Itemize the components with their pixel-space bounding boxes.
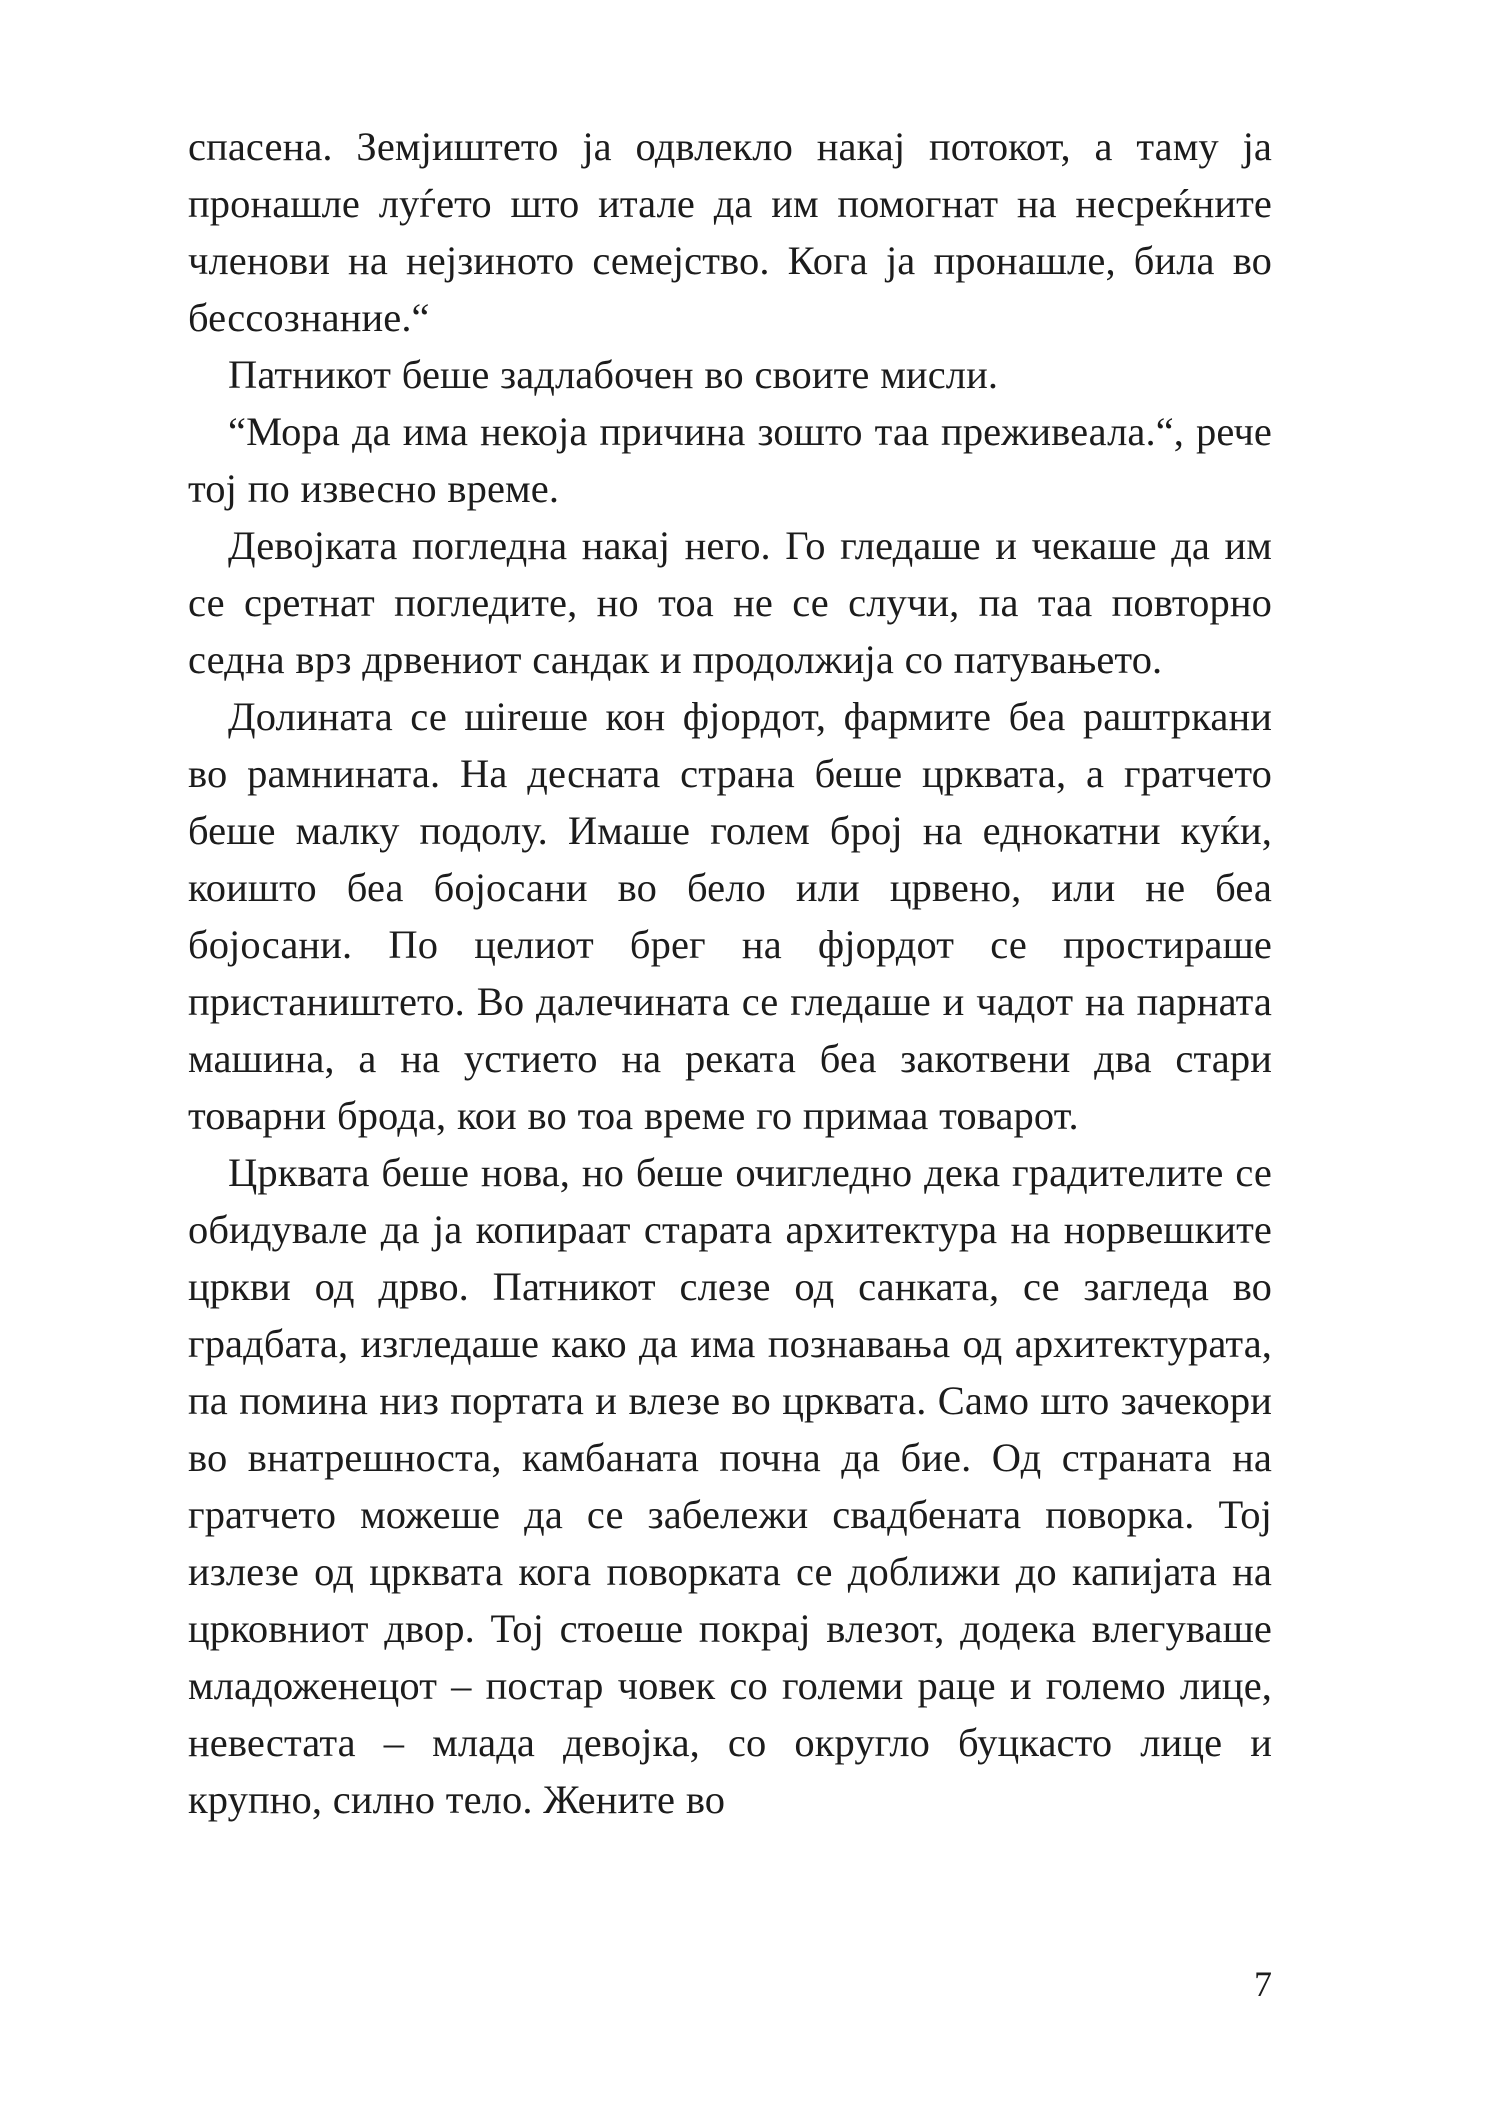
page-text-block [188, 118, 1272, 1828]
paragraph: “Мора да има некоја причина зошто таа преживеала.“, рече тој по извесно време. [188, 409, 1272, 511]
paragraph: Долината се шireше кон фјордот, фармите беа раштркани во рамнината. На десната страна беше црквата, а гратчето беше малку подолу. Имаше голем број на еднокатни куќи, коишто беа бојосани во бело или црвено, или не беа бојосани. По целиот брег на фјордот се простираше пристаништето. Во далечината се гледаше и чадот на парната машина, а на устието на реката беа закотвени два стари товарни брода, кои во тоа време го примаа товарот. [188, 694, 1272, 1138]
paragraph: Девојката погледна накај него. Го гледаше и чекаше да им се сретнат погледите, но тоа не се случи, па таа повторно седна врз дрвениот сандак и продолжија со патувањето. [188, 523, 1272, 682]
page-number: 7 [1254, 1964, 1272, 2004]
paragraph: Црквата беше нова, но беше очигледно дека градителите се обидувале да ја копираат старата архитектура на норвешките цркви од дрво. Патникот слезе од санката, се загледа во градбата, изгледаше како да има познавања од архитектурата, па помина низ портата и влезе во црквата. Само што зачекори во внатрешноста, камбаната почна да бие. Од страната на гратчето можеше да се забележи свадбената поворка. Тој излезе од црквата кога поворката се доближи до капијата на црковниот двор. Тој стоеше покрај влезот, додека влегуваше младоженецот – постар човек со големи раце и големо лице, невестата – млада девојка, со округло буцкасто лице и крупно, силно тело. Жените во [188, 1150, 1272, 1822]
paragraph: спасена. Земјиштето ја одвлекло накај потокот, а таму ја пронашле луѓето што итале да им помогнат на несреќните членови на нејзиното семејство. Кога ја пронашле, била во бессознание.“ [188, 124, 1272, 340]
paragraph: Патникот беше задлабочен во своите мисли. [228, 352, 999, 397]
